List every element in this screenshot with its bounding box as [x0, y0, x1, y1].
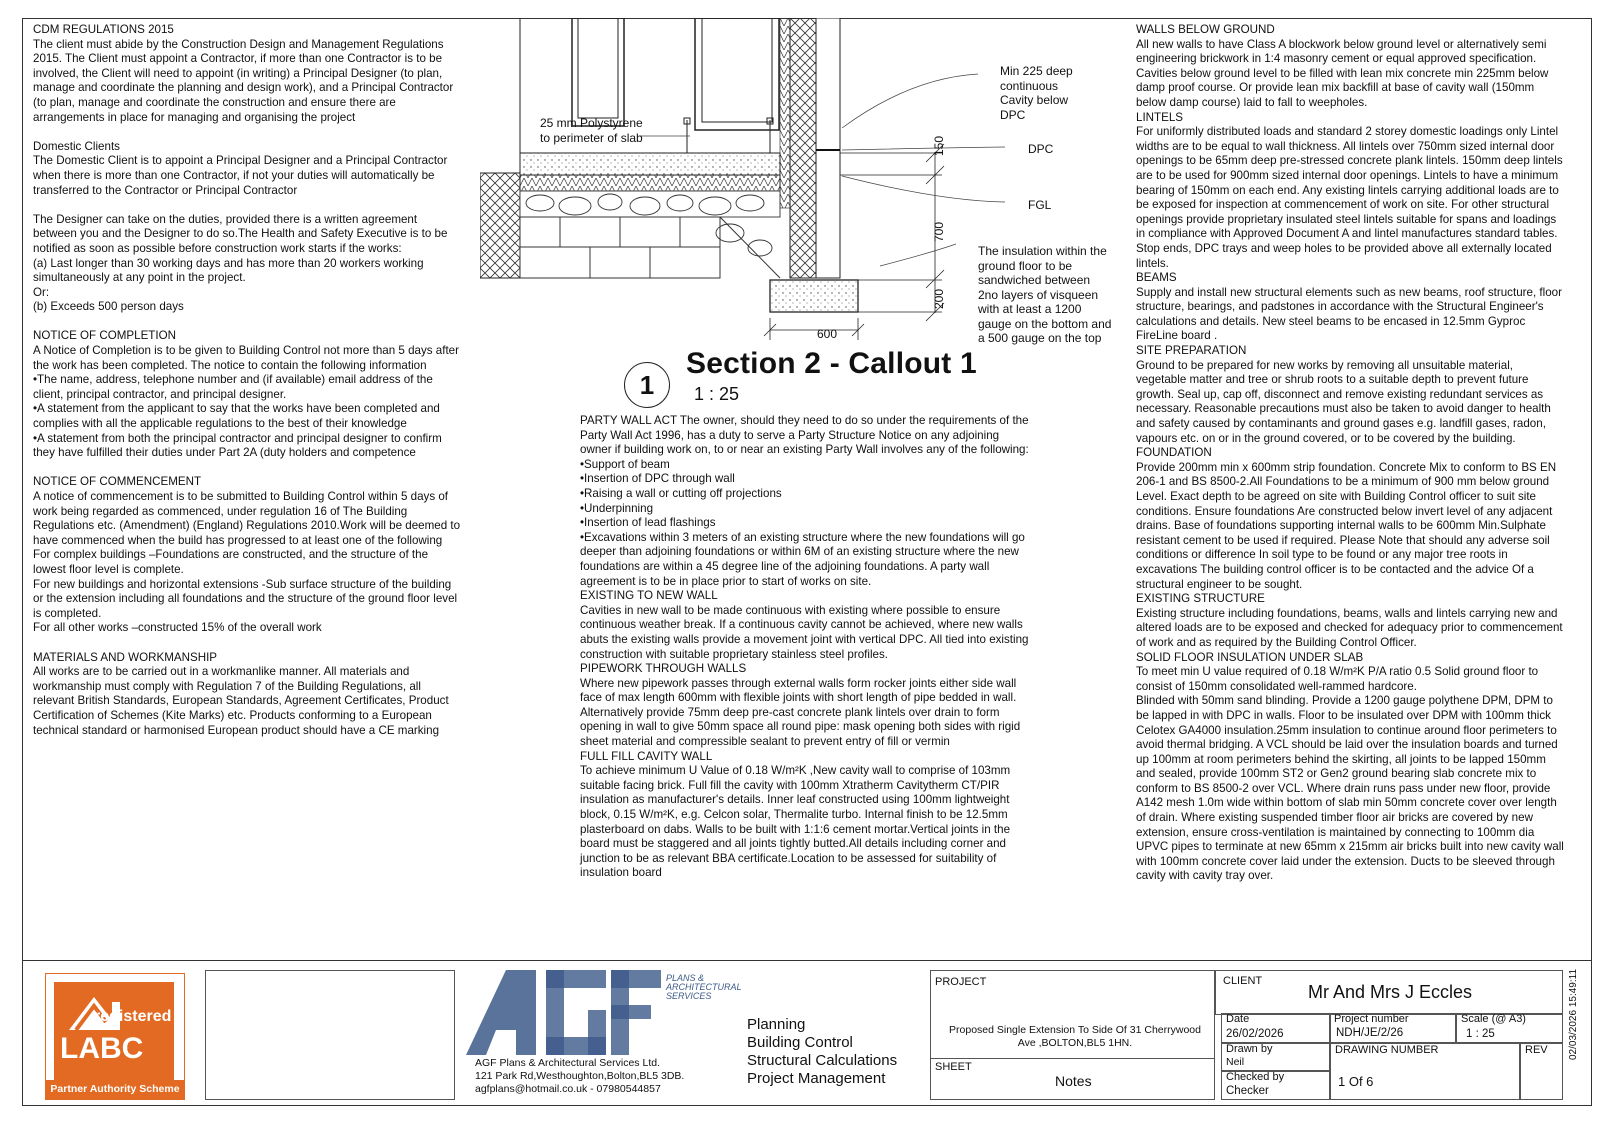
- service-item: Structural Calculations: [747, 1052, 898, 1069]
- sheet-value: Notes: [1055, 1073, 1092, 1089]
- note-heading: FULL FILL CAVITY WALL: [580, 749, 713, 763]
- note-heading: SOLID FLOOR INSULATION UNDER SLAB: [1136, 650, 1364, 664]
- note-heading: NOTICE OF COMMENCEMENT: [33, 475, 202, 489]
- dimension-700: 700: [932, 221, 946, 242]
- client-value: Mr And Mrs J Eccles: [1308, 982, 1473, 1002]
- agf-sub-3: SERVICES: [666, 991, 712, 1001]
- date-label: Date: [1226, 1013, 1250, 1025]
- scale-label: Scale (@ A3): [1461, 1013, 1526, 1025]
- agf-logo: [466, 970, 742, 1055]
- note-paragraph: For uniformly distributed loads and standard 2 storey domestic loadings only Lintel widths are to be equal to wall thickness. All lintels over 750mm sized internal door openings to be 65mm deep pre-stressed concrete plank lintels. 150mm deep lintels are to be used for 900mm sized internal door openings. Lintels to have a minimum bearing of 150mm on each end. Any existing lintels carrying additional loads are to be exposed for inspection at commencement of work on site. For other structural openings provide proprietary insulated steel lintels suitable for spans and loadings in compliance with Approved Document A and lintel manufactures standard tables. Stop ends, DPC trays and weep holes to be provided above all externally located lintels.: [1136, 125, 1563, 270]
- note-paragraph: •The name, address, telephone number and (if available) email address of the client, principal contractor, and principal designer.: [33, 373, 433, 401]
- annotation-fgl: FGL: [1028, 198, 1052, 212]
- note-paragraph: Where new pipework passes through external walls form rocker joints either side wall face of max length 600mm with flexible joints with short length of pipe bedded in wall. Alternatively provide 75mm deep pre-cast concrete plank lintels over drain to form opening in wall to give 50mm space all round pipe: mask opening both sides with rigid sheet material and compressible sealant to prevent entry of fill or vermin: [580, 676, 1021, 749]
- note-heading: SITE PREPARATION: [1136, 344, 1247, 358]
- note-heading: PIPEWORK THROUGH WALLS: [580, 662, 747, 676]
- paragraph-gap: [33, 198, 463, 213]
- callout-number: 1: [624, 362, 670, 408]
- note-heading: BEAMS: [1136, 271, 1177, 285]
- drawing-number-label: DRAWING NUMBER: [1335, 1044, 1439, 1056]
- labc-logo-panel: [54, 982, 174, 1080]
- note-paragraph: •Excavations within 3 meters of an existing structure where the new foundations will go deeper than adjoining foundations or within 6M of an existing structure where the new foundations are within a 45 degree line of the adjoining foundations. A party wall agreement is to be in place prior to start of works on site.: [580, 530, 1025, 588]
- sheet-label: SHEET: [935, 1061, 972, 1073]
- agf-sub-1: PLANS &: [666, 973, 705, 983]
- note-paragraph: For complex buildings –Foundations are constructed, and the structure of the lowest floor level is complete.: [33, 548, 429, 576]
- note-heading: EXISTING TO NEW WALL: [580, 589, 718, 603]
- radiator: [684, 118, 773, 153]
- note-paragraph: (b) Exceeds 500 person days: [33, 300, 184, 314]
- note-paragraph: Provide 200mm min x 600mm strip foundation. Concrete Mix to conform to BS EN 206-1 and BS 8500-2.All Foundations to be a minimum of 900 mm below ground Level. Exact depth to be agreed on site with Building Control officer to suit site conditions. Ensure foundations Are constructed below invert level of any adjacent drains. Base of foundations supporting internal walls to be 600mm Min.Sulphate resistant cement to be used if required. Please Note that should any adverse soil conditions or difference In soil type to be found or any major tree roots in excavations The building control officer is to be contacted and the advice Of a structural engineer to be sought.: [1136, 460, 1557, 591]
- labc-scheme-bar: Partner Authority Scheme: [46, 1080, 184, 1099]
- date-value: 26/02/2026: [1226, 1028, 1284, 1040]
- note-paragraph: Cavities in new wall to be made continuous with existing where possible to ensure continuous weather break. If a continuous cavity cannot be achieved, where new walls abuts the existing walls provide a movement joint with vertical DPC. All tied into existing construction with suitable proprietary stainless steel profiles.: [580, 603, 1029, 661]
- notes-middle-column: [580, 414, 1030, 881]
- note-paragraph: (a) Last longer than 30 working days and has more than 20 workers working simultaneously at any point in the project.: [33, 256, 424, 285]
- dimension-200: 200: [932, 288, 946, 309]
- annotation-dpc: DPC: [1028, 142, 1054, 156]
- note-paragraph: For all other works –constructed 15% of the overall work: [33, 621, 322, 635]
- checked-by-value: Checker: [1226, 1085, 1269, 1097]
- agf-logo-subtext: [666, 974, 742, 1001]
- existing-ground: [480, 173, 520, 278]
- annotation-cavity: Min 225 deep continuous Cavity below DPC: [1000, 64, 1073, 122]
- note-paragraph: To achieve minimum U Value of 0.18 W/m²K ,New cavity wall to comprise of 103mm suitable facing brick. Full fill the cavity with 100mm Xtratherm Cavitytherm CT/PIR insulation as manufacturer's details. Inner leaf constructed using 100mm lightweight block, 0.15 W/m²K, e.g. Celcon solar, Thermalite turbo. Internal finish to be 12.5mm plasterboard on dabs. Walls to be built with 1:1:6 cement mortar.Vertical joints in the board must be staggered and all joints tightly butted.All details including corner and junction to be as relevant BBA certificate.Location to be assessed for suitability of insulation board: [580, 764, 1011, 880]
- company-details: [475, 1057, 684, 1096]
- project-value: Proposed Single Extension To Side Of 31 Cherrywood Ave ,BOLTON,BL5 1HN.: [949, 1024, 1201, 1049]
- notes-left-column: [33, 23, 463, 738]
- note-heading: MATERIALS AND WORKMANSHIP: [33, 650, 218, 664]
- note-paragraph: Supply and install new structural elements such as new beams, roof structure, floor structure, bearings, and padstones in accordance with the Structural Engineer's calculations and details. New steel beams to be encased in 12.5mm Gyproc FireLine board .: [1136, 285, 1562, 343]
- agf-sub-2: ARCHITECTURAL: [666, 982, 742, 992]
- paragraph-gap: [33, 315, 463, 330]
- note-paragraph: The Designer can take on the duties, provided there is a written agreement between you and the Designer to do so.The Health and Safety Executive is to be notified as soon as possible before construction work starts if the works:: [33, 212, 448, 255]
- note-paragraph: All works are to be carried out in a workmanlike manner. All materials and workmanship must comply with Regulation 7 of the Building Regulations, all relevant British Standards, European Standards, Agreement Certificates, Product Certification of Schemes (Kite Marks) etc. Products conforming to a European technical standard or harmonised European product should have a CE marking: [33, 665, 449, 737]
- labc-name: LABC: [60, 1032, 144, 1065]
- strip-foundation: [770, 280, 858, 312]
- company-address: 121 Park Rd,Westhoughton,Bolton,BL5 3DB.: [475, 1070, 685, 1082]
- drawn-by-label: Drawn by: [1226, 1043, 1273, 1055]
- note-paragraph: A notice of commencement is to be submitted to Building Control within 5 days of work being regarded as commenced, under regulation 16 of The Building Regulations etc. (Amendment) (England) Regulations 2010.Work will be deemed to have commenced when the build has progressed to at least one of the following: [33, 490, 461, 547]
- print-timestamp: 02/03/2026 15:49:11: [1568, 968, 1579, 1060]
- service-item: Project Management: [747, 1070, 886, 1087]
- note-paragraph: For new buildings and horizontal extensions -Sub surface structure of the building or the extension including all foundations and the structure of the ground floor level is completed.: [33, 577, 458, 620]
- note-paragraph: The Domestic Client is to appoint a Principal Designer and a Principal Contractor when there is more than one Contractor, if not your duties will automatically be transferred to the Contractor or Principal Contractor: [33, 154, 448, 197]
- drawn-by-value: Neil: [1226, 1056, 1245, 1068]
- note-paragraph: •Underpinning: [580, 501, 654, 515]
- project-number-label: Project number: [1334, 1013, 1409, 1025]
- note-paragraph: All new walls to have Class A blockwork below ground level or alternatively semi engineering brickwork in 1:4 masonry cement or equal approved specification. Cavities below ground level to be filled with lean mix concrete min 225mm below damp proof course. Or provide lean mix backfill at base of cavity wall (150mm below damp course) laid to fall to weepholes.: [1136, 37, 1549, 109]
- client-label: CLIENT: [1223, 975, 1263, 987]
- service-item: Planning: [747, 1016, 806, 1033]
- floor-insulation: [520, 175, 780, 191]
- dimension-150: 150: [932, 135, 946, 156]
- project-label: PROJECT: [935, 976, 987, 988]
- blockwork-below-ground: [520, 217, 780, 278]
- note-heading: Domestic Clients: [33, 139, 120, 153]
- section-title: Section 2 - Callout 1: [686, 347, 977, 380]
- note-paragraph: PARTY WALL ACT The owner, should they need to do so under the requirements of the Party Wall Act 1996, has a duty to serve a Party Structure Notice on any adjoining owner if building work on, to or near an existing Party Wall involves any of the following:: [580, 414, 1029, 457]
- section-scale: 1 : 25: [694, 384, 740, 404]
- dimension-600: 600: [817, 327, 838, 341]
- note-paragraph: Blinded with 50mm sand blinding. Provide a 1200 gauge polythene DPM, DPM to be lapped in with DPC in walls. Floor to be insulated over DPM with 100mm thick Celotex GA4000 insulation.25mm insulation to continue around floor perimeters to avoid thermal bridging. A VCL should be laid over the insulation boards and turned up 100mm at room perimeters behind the skirting, all joints to be lapped 150mm and sealed, provide 100mm ST2 or Gen2 ground bearing slab concrete mix to conform to BS 8500-2 over VCL. Where drain runs pass under new floor, provide A142 mesh 1.0m wide within bottom of slab min 50mm concrete cover over length of drain. Where existing suspended timber floor air bricks are covered by new extension, ensure cross-ventilation is maintained by connecting to 100mm dia UPVC pipes to terminate at new 65mm x 215mm air bricks built into new cavity wall with 100mm concrete cover laid under the extension. Ducts to be sleeved through cavity with cavity tray over.: [1136, 694, 1564, 883]
- note-heading: FOUNDATION: [1136, 446, 1212, 460]
- note-heading: LINTELS: [1136, 110, 1184, 124]
- note-paragraph: Existing structure including foundations, beams, walls and lintels carrying new and altered loads are to be exposed and checked for adequacy prior to commencement of work and as required by the Building Control Officer.: [1136, 606, 1563, 649]
- note-paragraph: •A statement from the applicant to say that the works have been completed and complies with all the applicable regulations to the best of their knowledge: [33, 402, 440, 431]
- company-contact: agfplans@hotmail.co.uk - 07980544857: [475, 1083, 661, 1095]
- note-heading: NOTICE OF COMPLETION: [33, 329, 176, 343]
- paragraph-gap: [33, 125, 463, 140]
- paragraph-gap: [33, 636, 463, 651]
- notes-right-column: [1136, 23, 1566, 884]
- note-paragraph: To meet min U value required of 0.18 W/m²K P/A ratio 0.5 Solid ground floor to consist of 150mm consolidated well-rammed hardcore.: [1136, 665, 1539, 693]
- annotation-insulation: The insulation within the ground floor to be sandwiched between 2no layers of visqueen with at least a 1200 gauge on the bottom and a 500 gauge on the top: [978, 244, 1112, 345]
- paragraph-gap: [33, 461, 463, 476]
- scale-value: 1 : 25: [1466, 1028, 1495, 1040]
- note-paragraph: •Insertion of lead flashings: [580, 516, 716, 530]
- note-heading: EXISTING STRUCTURE: [1136, 592, 1265, 606]
- note-paragraph: A Notice of Completion is to be given to Building Control not more than 5 days after the work has been completed. The notice to contain the following information: [33, 344, 459, 372]
- note-paragraph: •Raising a wall or cutting off projections: [580, 486, 782, 500]
- external-wall: [780, 18, 840, 278]
- service-item: Building Control: [747, 1034, 853, 1051]
- labc-logo: [45, 973, 185, 1100]
- drawing-number-value: 1 Of 6: [1338, 1074, 1374, 1089]
- note-paragraph: The client must abide by the Construction Design and Management Regulations 2015. The Client must appoint a Contractor, if more than one Contractor is to be involved, the Client will need to appoint (in writing) a Principal Designer (to plan, manage and coordinate the planning and design work), and a Principal Contractor (to plan, manage and coordinate the construction and ensure there are arrangements in place for managing and organising the project: [33, 37, 454, 124]
- project-number-value: NDH/JE/2/26: [1336, 1027, 1404, 1039]
- hardcore-layer: [520, 191, 780, 256]
- note-paragraph: •Support of beam: [580, 457, 670, 471]
- note-heading: CDM REGULATIONS 2015: [33, 23, 174, 36]
- checked-by-label: Checked by: [1226, 1071, 1285, 1083]
- services-list: [747, 1016, 897, 1088]
- company-name: AGF Plans & Architectural Services Ltd.: [475, 1057, 660, 1069]
- note-paragraph: Ground to be prepared for new works by removing all unsuitable material, vegetable matter and tree or shrub roots to a suitable depth to prevent future growth. Seal up, cap off, disconnect and remove existing redundant services as necessary. Reasonable precautions must also be taken to avoid danger to health and safety caused by contaminants and ground gases e.g. landfill gases, radon, vapours etc. on or in the ground covered, or to be covered by the building.: [1136, 358, 1551, 445]
- note-heading: WALLS BELOW GROUND: [1136, 23, 1275, 36]
- labc-registered-text: registered: [94, 1008, 172, 1025]
- rev-label: REV: [1525, 1044, 1548, 1056]
- note-paragraph: •Insertion of DPC through wall: [580, 472, 735, 486]
- note-paragraph: Or:: [33, 285, 50, 299]
- annotation-polystyrene: 25 mm Polystyrene to perimeter of slab: [540, 116, 643, 145]
- note-paragraph: •A statement from both the principal contractor and principal designer to confirm they have fulfilled their duties under Part 2A (duty holders and competence: [33, 431, 442, 460]
- concrete-slab: [520, 153, 780, 175]
- title-block-blank-box: [205, 970, 455, 1100]
